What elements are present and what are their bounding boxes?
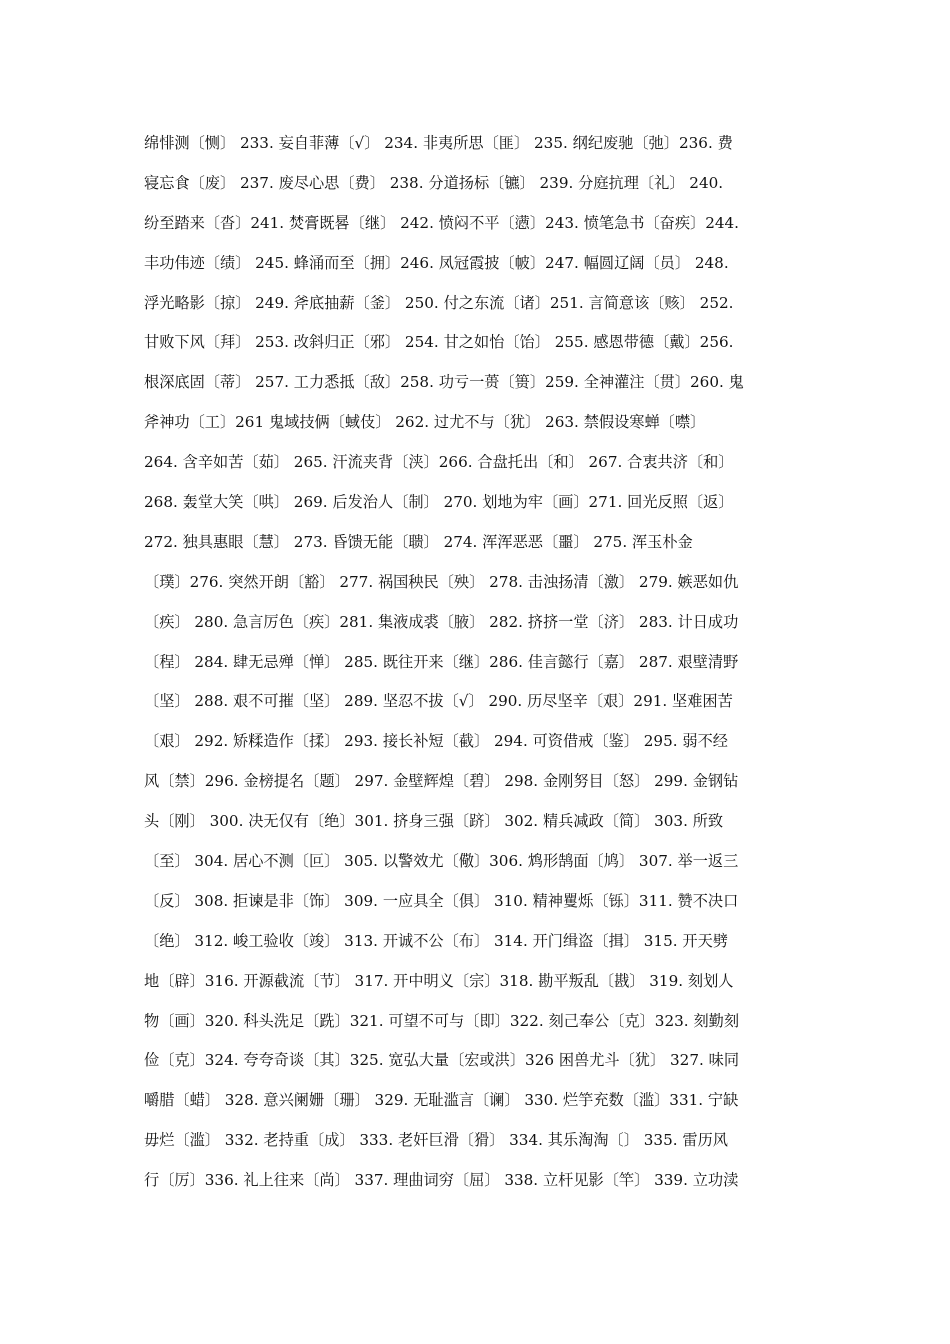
text-line-12: 〔璞〕276. 突然开朗〔豁〕 277. 祸国秧民〔殃〕 278. 击浊扬清〔激〕 279. 嫉恶如仇 bbox=[144, 572, 739, 591]
text-line-19: 〔至〕 304. 居心不测〔叵〕 305. 以警效尤〔儆〕306. 鸩形鹄面〔鸠〕 307. 举一返三 bbox=[144, 852, 739, 871]
text-line-22: 地〔辟〕316. 开源截流〔节〕 317. 开中明义〔宗〕318. 勘平叛乱〔戡〕 319. 刻划人 bbox=[144, 971, 734, 990]
text-line-20: 〔反〕 308. 拒谏是非〔饰〕 309. 一应具全〔俱〕 310. 精神矍烁〔铄〕311. 赞不决口 bbox=[144, 891, 739, 910]
text-line-9: 264. 含辛如苦〔茹〕 265. 汗流夹背〔浃〕266. 合盘托出〔和〕 267. 合衷共济〔和〕 bbox=[144, 453, 734, 472]
text-line-14: 〔程〕 284. 肆无忌殚〔惮〕 285. 既往开来〔继〕286. 佳言懿行〔嘉〕 287. 艰壁清野 bbox=[144, 652, 739, 671]
text-line-10: 268. 轰堂大笑〔哄〕 269. 后发治人〔制〕 270. 划地为牢〔画〕271. 回光反照〔返〕 bbox=[144, 493, 734, 512]
text-line-11: 272. 独具惠眼〔慧〕 273. 昏馈无能〔聩〕 274. 浑浑恶恶〔噩〕 275. 浑玉朴金 bbox=[144, 532, 693, 551]
text-line-21: 〔绝〕 312. 峻工验收〔竣〕 313. 开诚不公〔布〕 314. 开门缉盗〔揖〕 315. 开天劈 bbox=[144, 931, 728, 950]
text-line-24: 俭〔克〕324. 夸夸奇谈〔其〕325. 宽弘大量〔宏或洪〕326 困兽尤斗〔犹〕 327. 味同 bbox=[144, 1051, 740, 1070]
text-line-23: 物〔画〕320. 科头洗足〔跣〕321. 可望不可与〔即〕322. 刻己奉公〔克〕323. 刻勤刻 bbox=[144, 1011, 740, 1030]
text-line-27: 行〔厉〕336. 礼上往来〔尚〕 337. 理曲词穷〔屈〕 338. 立杆见影〔竿〕 339. 立功渎 bbox=[144, 1171, 739, 1190]
text-line-7: 根深底固〔蒂〕 257. 工力悉抵〔敌〕258. 功亏一蒉〔篑〕259. 全神灌注〔贯〕260. 鬼 bbox=[144, 373, 744, 392]
text-line-3: 纷至踏来〔沓〕241. 焚膏既晷〔继〕 242. 愤闷不平〔懑〕243. 愤笔急书〔奋疾〕244. bbox=[144, 213, 740, 232]
text-line-25: 嚼腊〔蜡〕 328. 意兴阑姗〔珊〕 329. 无耻滥言〔谰〕 330. 烂竽充数〔滥〕331. 宁缺 bbox=[144, 1091, 739, 1110]
text-line-6: 甘败下风〔拜〕 253. 改斜归正〔邪〕 254. 甘之如怡〔饴〕 255. 感恩带德〔戴〕256. bbox=[144, 333, 734, 352]
text-line-26: 毋烂〔滥〕 332. 老持重〔成〕 333. 老奸巨滑〔猾〕 334. 其乐淘淘〔〕 335. 雷历风 bbox=[144, 1131, 728, 1150]
text-line-13: 〔疾〕 280. 急言厉色〔疾〕281. 集液成裘〔腋〕 282. 挤挤一堂〔济〕 283. 计日成功 bbox=[144, 612, 739, 631]
document-body bbox=[144, 124, 808, 1201]
text-line-18: 头〔刚〕 300. 决无仅有〔绝〕301. 挤身三强〔跻〕 302. 精兵减政〔简〕 303. 所致 bbox=[144, 812, 724, 831]
text-line-5: 浮光略影〔掠〕 249. 斧底抽薪〔釜〕 250. 付之东流〔诸〕251. 言简意该〔赅〕 252. bbox=[144, 293, 734, 312]
text-line-2: 寝忘食〔废〕 237. 废尽心思〔费〕 238. 分道扬标〔镳〕 239. 分庭抗理〔礼〕 240. bbox=[144, 173, 724, 192]
text-line-1: 绵悱测〔恻〕 233. 妄自菲薄〔√〕 234. 非夷所思〔匪〕 235. 纲纪废驰〔弛〕236. 费 bbox=[144, 134, 733, 152]
text-line-15: 〔坚〕 288. 艰不可摧〔坚〕 289. 坚忍不拔〔√〕 290. 历尽坚辛〔艰〕291. 坚难困苦 bbox=[144, 692, 733, 711]
text-line-17: 风〔禁〕296. 金榜提名〔题〕 297. 金壁辉煌〔碧〕 298. 金刚努目〔怒〕 299. 金钢钻 bbox=[144, 772, 739, 791]
text-line-8: 斧神功〔工〕261 鬼域技俩〔蜮伎〕 262. 过尤不与〔犹〕 263. 禁假设寒蝉〔噤〕 bbox=[144, 413, 706, 432]
text-line-16: 〔艰〕 292. 矫糅造作〔揉〕 293. 接长补短〔截〕 294. 可资借戒〔鉴〕 295. 弱不经 bbox=[144, 732, 728, 751]
text-line-4: 丰功伟迹〔绩〕 245. 蜂涌而至〔拥〕246. 凤冠霞披〔帔〕247. 幅圆辽阔〔员〕 248. bbox=[144, 253, 729, 272]
